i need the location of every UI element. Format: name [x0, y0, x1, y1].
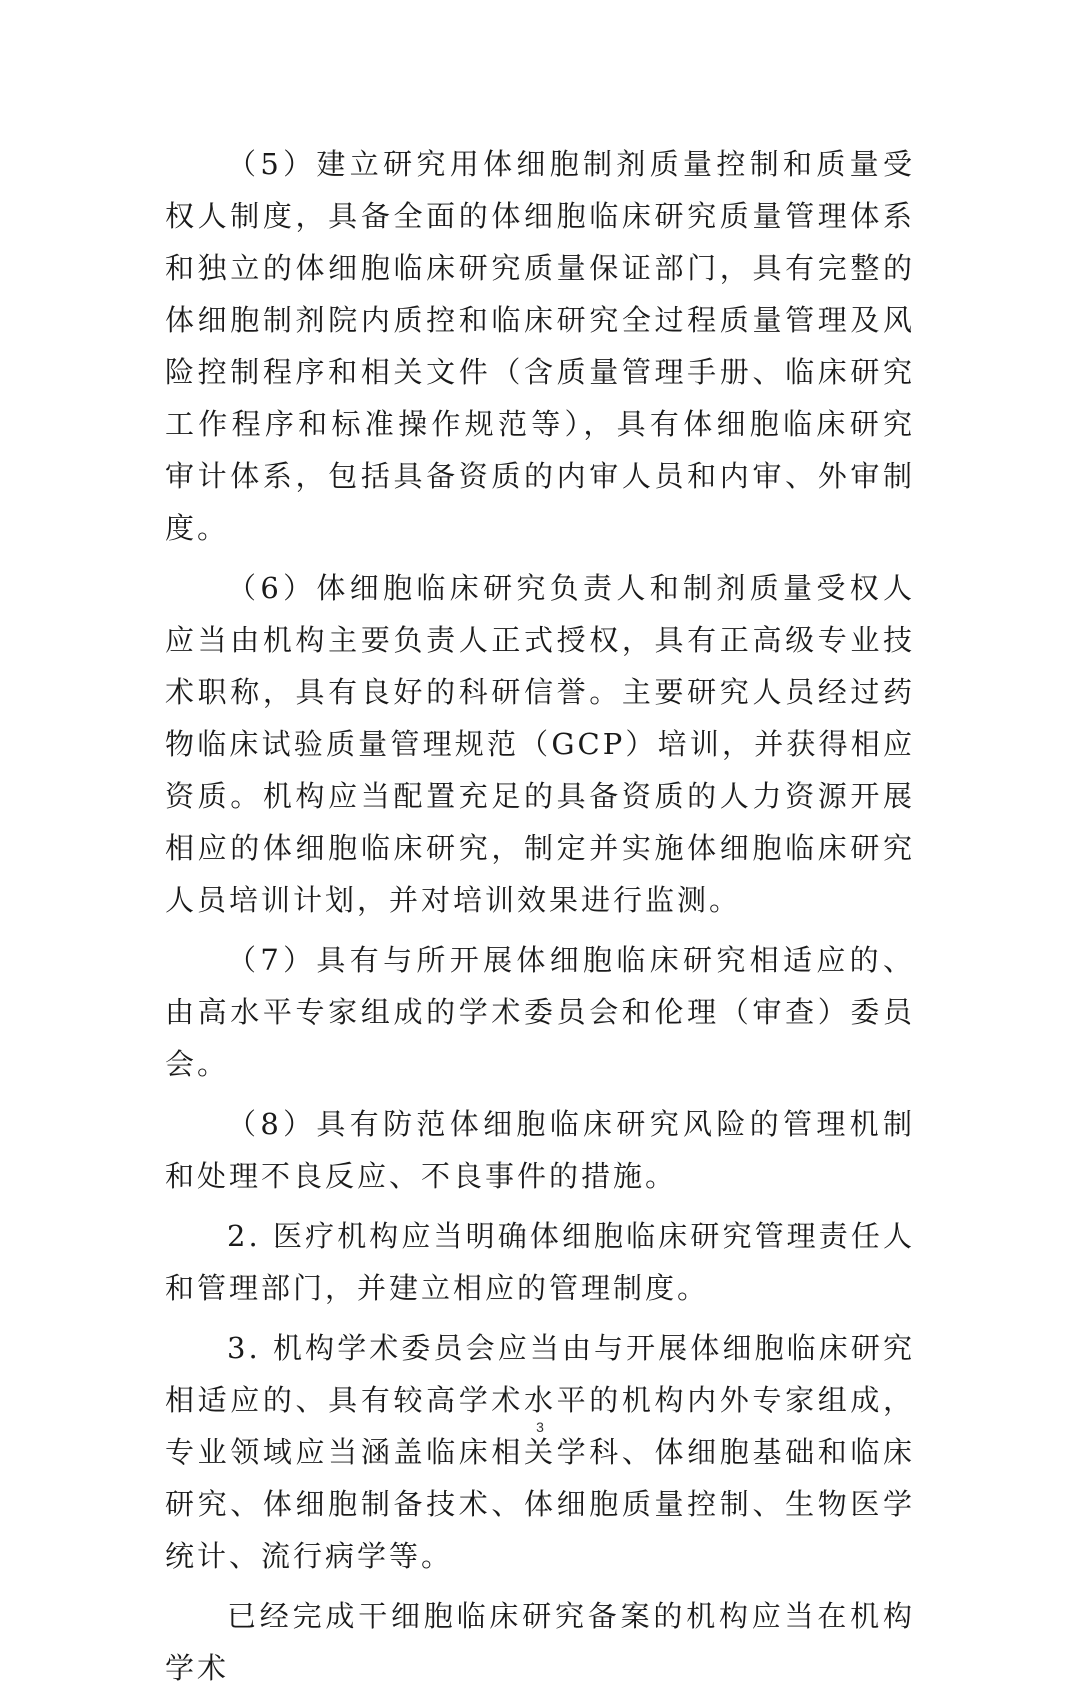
body-text [165, 138, 915, 1702]
paragraph-clause-2: 2. 医疗机构应当明确体细胞临床研究管理责任人和管理部门，并建立相应的管理制度。 [165, 1219, 915, 1305]
page-number: 3 [536, 1419, 544, 1435]
paragraph-item-8: （8）具有防范体细胞临床研究风险的管理机制和处理不良反应、不良事件的措施。 [165, 1107, 915, 1193]
paragraph-item-5: （5）建立研究用体细胞制剂质量控制和质量受权人制度，具备全面的体细胞临床研究质量管理体系和独立的体细胞临床研究质量保证部门，具有完整的体细胞制剂院内质控和临床研究全过程质量管理及风险控制程序和相关文件（含质量管理手册、临床研究工作程序和标准操作规范等），具有体细胞临床研究审计体系，包括具备资质的内审人员和内审、外审制度。 [165, 147, 915, 545]
paragraph-continuation: 已经完成干细胞临床研究备案的机构应当在机构学术 [165, 1599, 915, 1685]
paragraph-item-6: （6）体细胞临床研究负责人和制剂质量受权人应当由机构主要负责人正式授权，具有正高级专业技术职称，具有良好的科研信誉。主要研究人员经过药物临床试验质量管理规范（GCP）培训，并获得相应资质。机构应当配置充足的具备资质的人力资源开展相应的体细胞临床研究，制定并实施体细胞临床研究人员培训计划，并对培训效果进行监测。 [165, 571, 915, 917]
paragraph-item-7: （7）具有与所开展体细胞临床研究相适应的、由高水平专家组成的学术委员会和伦理（审查）委员会。 [165, 943, 915, 1081]
paragraph-clause-3: 3. 机构学术委员会应当由与开展体细胞临床研究相适应的、具有较高学术水平的机构内外专家组成，专业领域应当涵盖临床相关学科、体细胞基础和临床研究、体细胞制备技术、体细胞质量控制、生物医学统计、流行病学等。 [165, 1331, 915, 1573]
